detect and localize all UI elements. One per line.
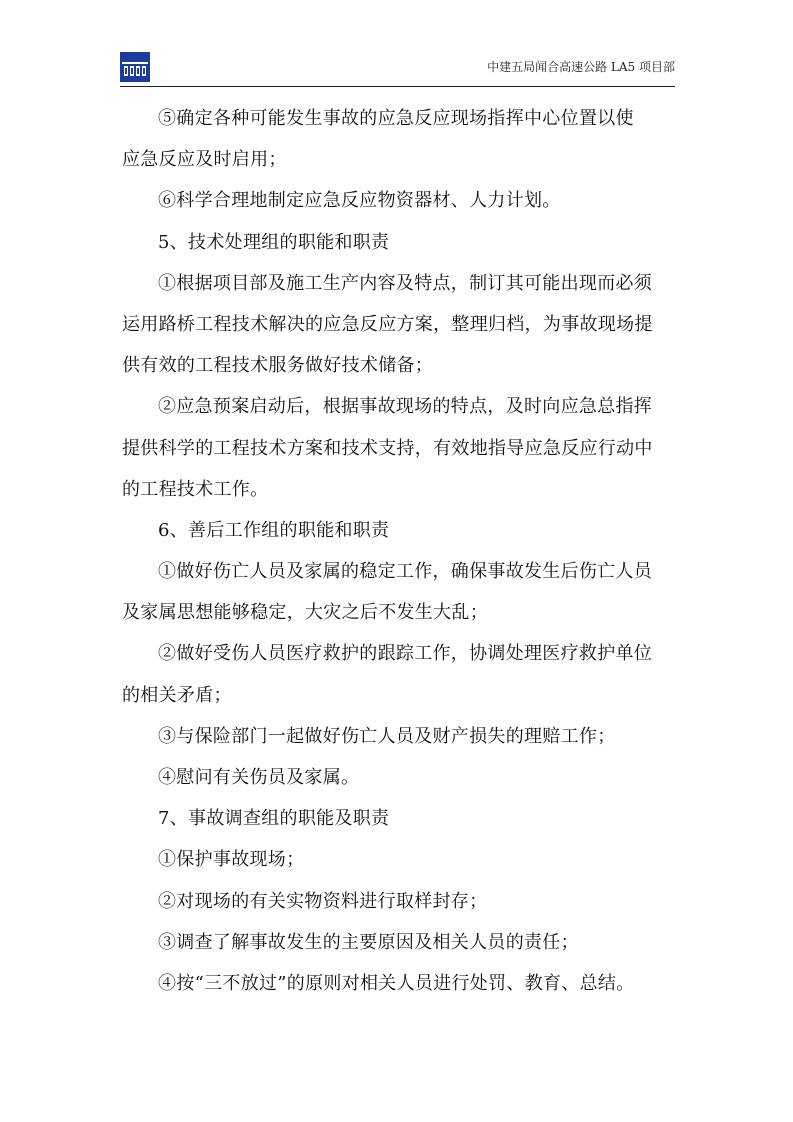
paragraph: [122, 386, 667, 510]
paragraph-first-line: ④按“三不放过”的原则对相关人员进行处罚、教育、总结。: [158, 972, 635, 994]
paragraph-first-line: ⑥科学合理地制定应急反应物资器材、人力计划。: [158, 190, 561, 212]
paragraph: [122, 98, 667, 180]
paragraph: [122, 839, 667, 880]
page-header: [120, 48, 675, 88]
paragraph: [122, 922, 667, 963]
paragraph: [122, 510, 667, 551]
paragraph-first-line: ②对现场的有关实物资料进行取样封存；: [158, 890, 488, 912]
paragraph-first-line: ②做好受伤人员医疗救护的跟踪工作，协调处理医疗救护单位: [158, 643, 653, 665]
paragraph: [122, 263, 667, 387]
paragraph: [122, 963, 667, 1004]
paragraph: [122, 180, 667, 221]
paragraph-line: 供有效的工程技术服务做好技术储备；: [122, 355, 434, 377]
paragraph: [122, 222, 667, 263]
paragraph-line: 运用路桥工程技术解决的应急反应方案，整理归档，为事故现场提: [122, 313, 653, 335]
paragraph-first-line: ①保护事故现场；: [158, 849, 305, 871]
paragraph-line: 的相关矛盾；: [122, 684, 232, 706]
paragraph: [122, 551, 667, 633]
paragraph-first-line: ③与保险部门一起做好伤亡人员及财产损失的理赔工作；: [158, 725, 616, 747]
paragraph-first-line: ①做好伤亡人员及家属的稳定工作，确保事故发生后伤亡人员: [158, 561, 653, 583]
paragraph-line: 应急反应及时启用；: [122, 149, 287, 171]
paragraph-line: 提供科学的工程技术方案和技术支持，有效地指导应急反应行动中: [122, 437, 653, 459]
header-org-text: 中建五局闻合高速公路 LA5 项目部: [487, 60, 675, 74]
paragraph-line: 及家属思想能够稳定，大灾之后不发生大乱；: [122, 602, 488, 624]
paragraph: [122, 881, 667, 922]
paragraph: [122, 798, 667, 839]
paragraph-first-line: ②应急预案启动后，根据事故现场的特点，及时向应急总指挥: [158, 396, 653, 418]
document-body: [122, 98, 667, 1004]
paragraph-first-line: 7、事故调查组的职能及职责: [158, 808, 390, 830]
paragraph: [122, 716, 667, 757]
paragraph-line: 的工程技术工作。: [122, 478, 269, 500]
paragraph-first-line: 6、善后工作组的职能和职责: [158, 519, 390, 541]
header-divider: [120, 86, 675, 87]
paragraph: [122, 757, 667, 798]
paragraph-first-line: 5、技术处理组的职能和职责: [158, 231, 390, 253]
paragraph-first-line: ③调查了解事故发生的主要原因及相关人员的责任；: [158, 931, 579, 953]
paragraph-first-line: ④慰问有关伤员及家属。: [158, 767, 360, 788]
cscec-logo-icon: [120, 52, 150, 82]
paragraph-first-line: ⑤确定各种可能发生事故的应急反应现场指挥中心位置以使: [158, 108, 634, 129]
paragraph-first-line: ①根据项目部及施工生产内容及特点，制订其可能出现而必须: [158, 272, 653, 294]
paragraph: [122, 633, 667, 715]
